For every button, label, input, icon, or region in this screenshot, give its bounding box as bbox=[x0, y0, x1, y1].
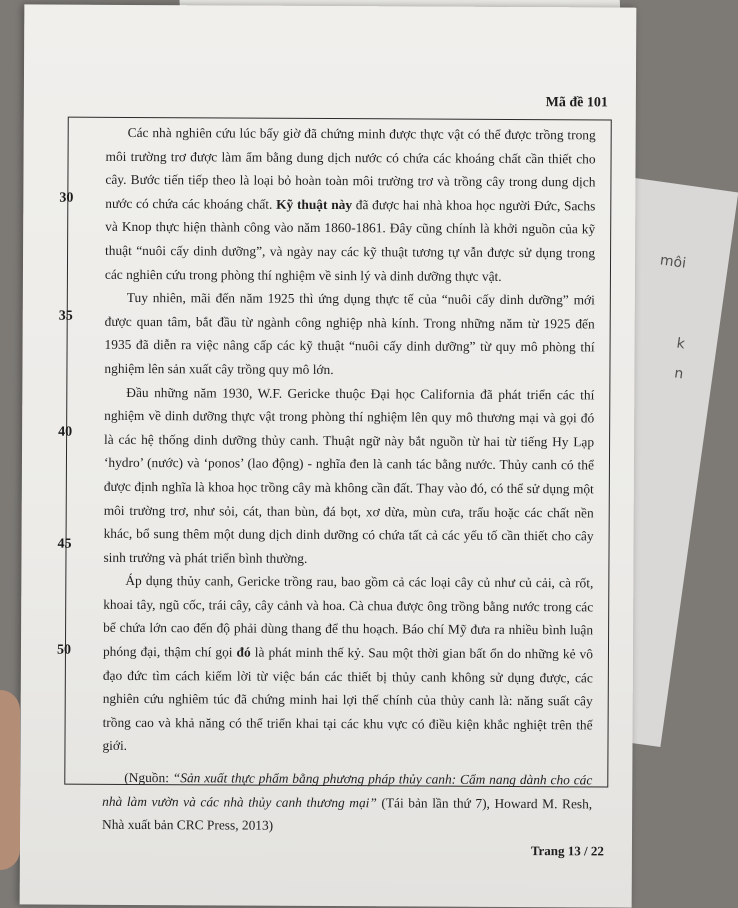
text-line: nghĩa là khoa học trồng cây mà không cần đất. Thay vào đó, có thể sử dụng một môi trường bbox=[103, 479, 594, 518]
text-line: đã được hai nhà khoa học người Đức, Sachs và Knop bbox=[105, 196, 596, 235]
text-line: kiếm lời từ việc bán các thiết bị thủy canh không sử dụng được, các nghiên cứu nghiêm túc đã bbox=[102, 668, 593, 707]
text-line: trơ, như sỏi, cát, than bùn, đá bọt, xơ dừa, mùn cưa, trấu hoặc các chất nền khác, bổ sung bbox=[103, 502, 594, 542]
background-text-fragment: k bbox=[675, 335, 686, 353]
text-line: thêm một dung dịch dinh dưỡng có chứa tất cả các yếu tố cần thiết cho cây sinh trưởng và bbox=[103, 526, 594, 565]
text-line: các hệ thống dinh dưỡng thủy canh. Thuật ngữ này bắt nguồn từ hai từ tiếng Hy Lạp ‘hydro’ bbox=[103, 431, 595, 471]
text-line: Tuy nhiên, mãi đến năm 1925 thì ứng dụng thực tế của “nuôi cấy dinh dưỡng” mới được bbox=[104, 290, 595, 329]
text-line: Các nhà nghiên cứu lúc bấy giờ đã chứng minh được thực vật có thể được trồng trong bbox=[127, 124, 596, 143]
text-line: khai tại các khu vực có điều kiện khắc nghiệt trên thế giới. bbox=[102, 715, 593, 754]
text-line: chứa các khoáng chất. bbox=[152, 195, 277, 212]
text-line: trong phòng thí nghiệm về sinh lý và dinh dưỡng thực vật. bbox=[189, 266, 502, 284]
text-line: lớn cao đến độ phải dùng thang để thu hoạch. Báo chí Mỹ đưa ra nhiều bình luận phóng đại, bbox=[102, 620, 594, 660]
text-line: môi trường trơ được làm ẩm bằng dung dịch nước có chứa các khoáng chất cần thiết cho cây. bbox=[105, 148, 596, 188]
citation-details: (Tái bản lần thứ 7), Howard M. Resh, Nhà xuất bản CRC Press, 2013) bbox=[102, 794, 593, 833]
text-line: phát triển bình thường. bbox=[184, 549, 308, 566]
text-line: tây, ngũ cốc, trái cây, cây cảnh và hoa. Cà chua được ông trồng bằng nước trong các bể chứa bbox=[103, 596, 594, 636]
text-line: thậm chí gọi bbox=[164, 644, 237, 660]
reading-passage bbox=[102, 121, 596, 839]
text-line: (nước) và ‘ponos’ (lao động) - nghĩa đen là canh tác bằng nước. Thủy canh có thể được định bbox=[103, 455, 594, 495]
paragraph bbox=[104, 286, 594, 383]
text-line: quan tâm, bắt đầu từ ngành công nghiệp nhà kính. Trong những năm từ 1925 đến 1935 đã bbox=[104, 313, 595, 353]
text-line: diễn ra việc nâng cấp các kỹ thuật “nuôi cấy dinh dưỡng” từ quy mô phòng thí nghiệm lên bbox=[104, 337, 595, 377]
text-line: chứng minh hai lợi thế chính của thủy canh là: năng suất cây trồng cao và khả năng có thể triển bbox=[102, 691, 593, 731]
citation-prefix: (Nguồn: bbox=[124, 769, 173, 786]
emphasized-phrase: Kỹ thuật này bbox=[276, 196, 353, 212]
text-line: nghiệm về dinh dưỡng thực vật trong phòng thí nghiệm lên quy mô thương mại và gọi đó là bbox=[104, 407, 595, 447]
text-line: Bước tiến tiếp theo là loại bỏ hoàn toàn môi trường trơ và trồng cây trong dung dịch nước có bbox=[105, 172, 596, 211]
citation-title: “Sản xuất thực phẩm bằng phương pháp thủy canh: Cẩm nang dành cho các nhà làm vườn và các nhà thủy canh thương mại” bbox=[102, 770, 593, 810]
text-line: là phát minh thế kỷ. Sau một thời gian bất ổn do những kẻ vô đạo đức tìm cách bbox=[102, 644, 594, 683]
source-citation bbox=[102, 766, 592, 839]
paragraph bbox=[105, 121, 596, 289]
background-text-fragment: n bbox=[673, 365, 685, 383]
line-number: 50 bbox=[56, 642, 72, 658]
text-line: Đầu những năm 1930, W.F. Gericke thuộc Đại học California đã phát triển các thí bbox=[126, 384, 595, 402]
emphasized-phrase: đó bbox=[236, 644, 251, 660]
exam-code: Mã đề 101 bbox=[545, 95, 608, 111]
text-line: thực hiện thành công vào năm 1860-1861. Đây cũng chính là khởi nguồn của kỹ thuật “nuôi bbox=[105, 219, 596, 259]
line-number: 40 bbox=[58, 424, 73, 440]
text-line: Áp dụng thủy canh, Gericke trồng rau, bao gồm cả các loại cây củ như củ cải, cà rốt, khoai bbox=[103, 573, 594, 612]
background-text-fragment: môi bbox=[658, 252, 688, 272]
paragraph bbox=[103, 380, 594, 571]
line-number: 35 bbox=[58, 308, 73, 324]
line-number: 30 bbox=[59, 190, 74, 206]
thumb bbox=[0, 690, 20, 870]
page-number: Trang 13 / 22 bbox=[530, 843, 604, 859]
text-line: sản xuất cây trồng quy mô lớn. bbox=[167, 361, 334, 377]
exam-page bbox=[20, 4, 637, 907]
paragraph bbox=[102, 569, 593, 760]
line-number: 45 bbox=[57, 536, 72, 552]
text-line: cấy dinh dưỡng”, và ngày nay các kỹ thuật tương tự vẫn được sử dụng trong các nghiên cứu bbox=[104, 243, 596, 282]
